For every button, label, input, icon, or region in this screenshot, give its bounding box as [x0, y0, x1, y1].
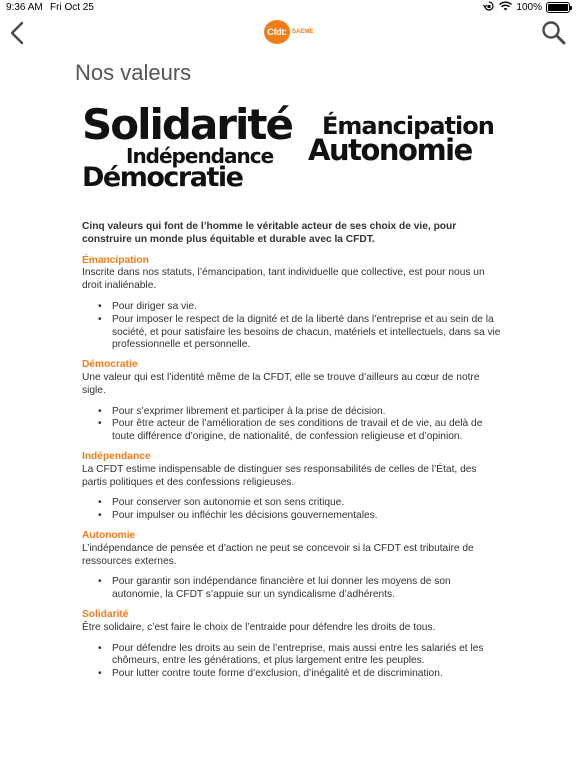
bullet-item: • Pour conserver son autonomie et son sens critique.	[98, 497, 502, 510]
battery-icon	[546, 2, 570, 13]
wifi-icon	[499, 1, 512, 14]
value-section	[82, 530, 502, 602]
section-title: Démocratie	[82, 359, 138, 371]
section-title: Émancipation	[82, 254, 149, 266]
bullet-item: • Pour diriger sa vie.	[98, 301, 502, 314]
bullet-list	[82, 406, 502, 444]
bullet-item: • Pour être acteur de l’amélioration de ses conditions de travail et de vie, au delà de toute différence d’origine, de nationalité, de confession religieuse et d’opinion.	[98, 418, 502, 444]
word-democratie: Démocratie	[82, 162, 243, 193]
bullet-list	[82, 301, 502, 352]
status-indicators	[483, 1, 570, 14]
status-bar	[0, 0, 576, 16]
bullet-item: • Pour impulser ou infléchir les décisions gouvernementales.	[98, 510, 502, 523]
values-content	[82, 221, 502, 688]
bullet-list	[82, 497, 502, 523]
logo-text: SAEME	[292, 29, 314, 35]
word-solidarite: Solidarité	[82, 100, 292, 149]
page-title: Nos valeurs	[75, 60, 192, 85]
bullet-item: • Pour garantir son indépendance financière et lui donner les moyens de son autonomie, la CFDT s’appuie sur un syndicalisme d’adhérents.	[98, 576, 502, 602]
status-time: 9:36 AM	[6, 2, 43, 13]
section-text: L’indépendance de pensée et d’action ne peut se concevoir si la CFDT est tributaire de ressources externes.	[82, 542, 474, 567]
battery-percent: 100%	[516, 2, 542, 13]
back-button[interactable]	[6, 18, 30, 48]
word-emancipation: Émancipation	[322, 112, 494, 140]
logo-mark: Cfdt:	[264, 20, 290, 44]
search-icon	[540, 19, 568, 47]
values-word-cloud	[82, 100, 502, 200]
value-section	[82, 359, 502, 444]
section-text: Être solidaire, c’est faire le choix de l’entraide pour défendre les droits de tous.	[82, 621, 436, 633]
intro-text: Cinq valeurs qui font de l’homme le véritable acteur de ses choix de vie, pour construire un monde plus équitable et durable avec la CFDT.	[82, 221, 457, 245]
section-text: Une valeur qui est l’identité même de la CFDT, elle se trouve d’ailleurs au cœur de notre sigle.	[82, 371, 480, 396]
value-section	[82, 451, 502, 523]
search-button[interactable]	[540, 19, 568, 47]
section-title: Solidarité	[82, 608, 129, 620]
bullet-list	[82, 576, 502, 602]
bullet-item: • Pour lutter contre toute forme d’exclusion, d’inégalité et de discrimination.	[98, 668, 502, 681]
values-sections	[82, 255, 502, 681]
section-text: Inscrite dans nos statuts, l’émancipation, tant individuelle que collective, est pour nous un droit inaliénable.	[82, 267, 485, 292]
rotation-lock-icon	[483, 1, 495, 14]
cfdt-logo	[264, 20, 313, 44]
chevron-left-icon	[6, 18, 30, 48]
section-title: Indépendance	[82, 450, 151, 462]
section-title: Autonomie	[82, 529, 136, 541]
bullet-item: • Pour défendre les droits au sein de l’entreprise, mais aussi entre les salariés et les chômeurs, entre les générations, et plus largement entre les peuples.	[98, 643, 502, 669]
word-independance: Indépendance	[126, 144, 274, 168]
bullet-item: • Pour s’exprimer librement et participer à la prise de décision.	[98, 406, 502, 419]
navigation-bar	[0, 16, 576, 50]
bullet-list	[82, 643, 502, 681]
bullet-item: • Pour imposer le respect de la dignité et de la liberté dans l’entreprise et au sein de la société, et pour satisfaire les besoins de chacun, matériels et intellectuels, dans sa vie professionnelle et personnelle.	[98, 314, 502, 352]
status-date: Fri Oct 25	[50, 2, 94, 13]
word-autonomie: Autonomie	[308, 133, 472, 167]
section-text: La CFDT estime indispensable de distinguer ses responsabilités de celles de l’État, des partis politiques et des confessions religieuses.	[82, 463, 477, 488]
value-section	[82, 255, 502, 353]
value-section	[82, 609, 502, 681]
